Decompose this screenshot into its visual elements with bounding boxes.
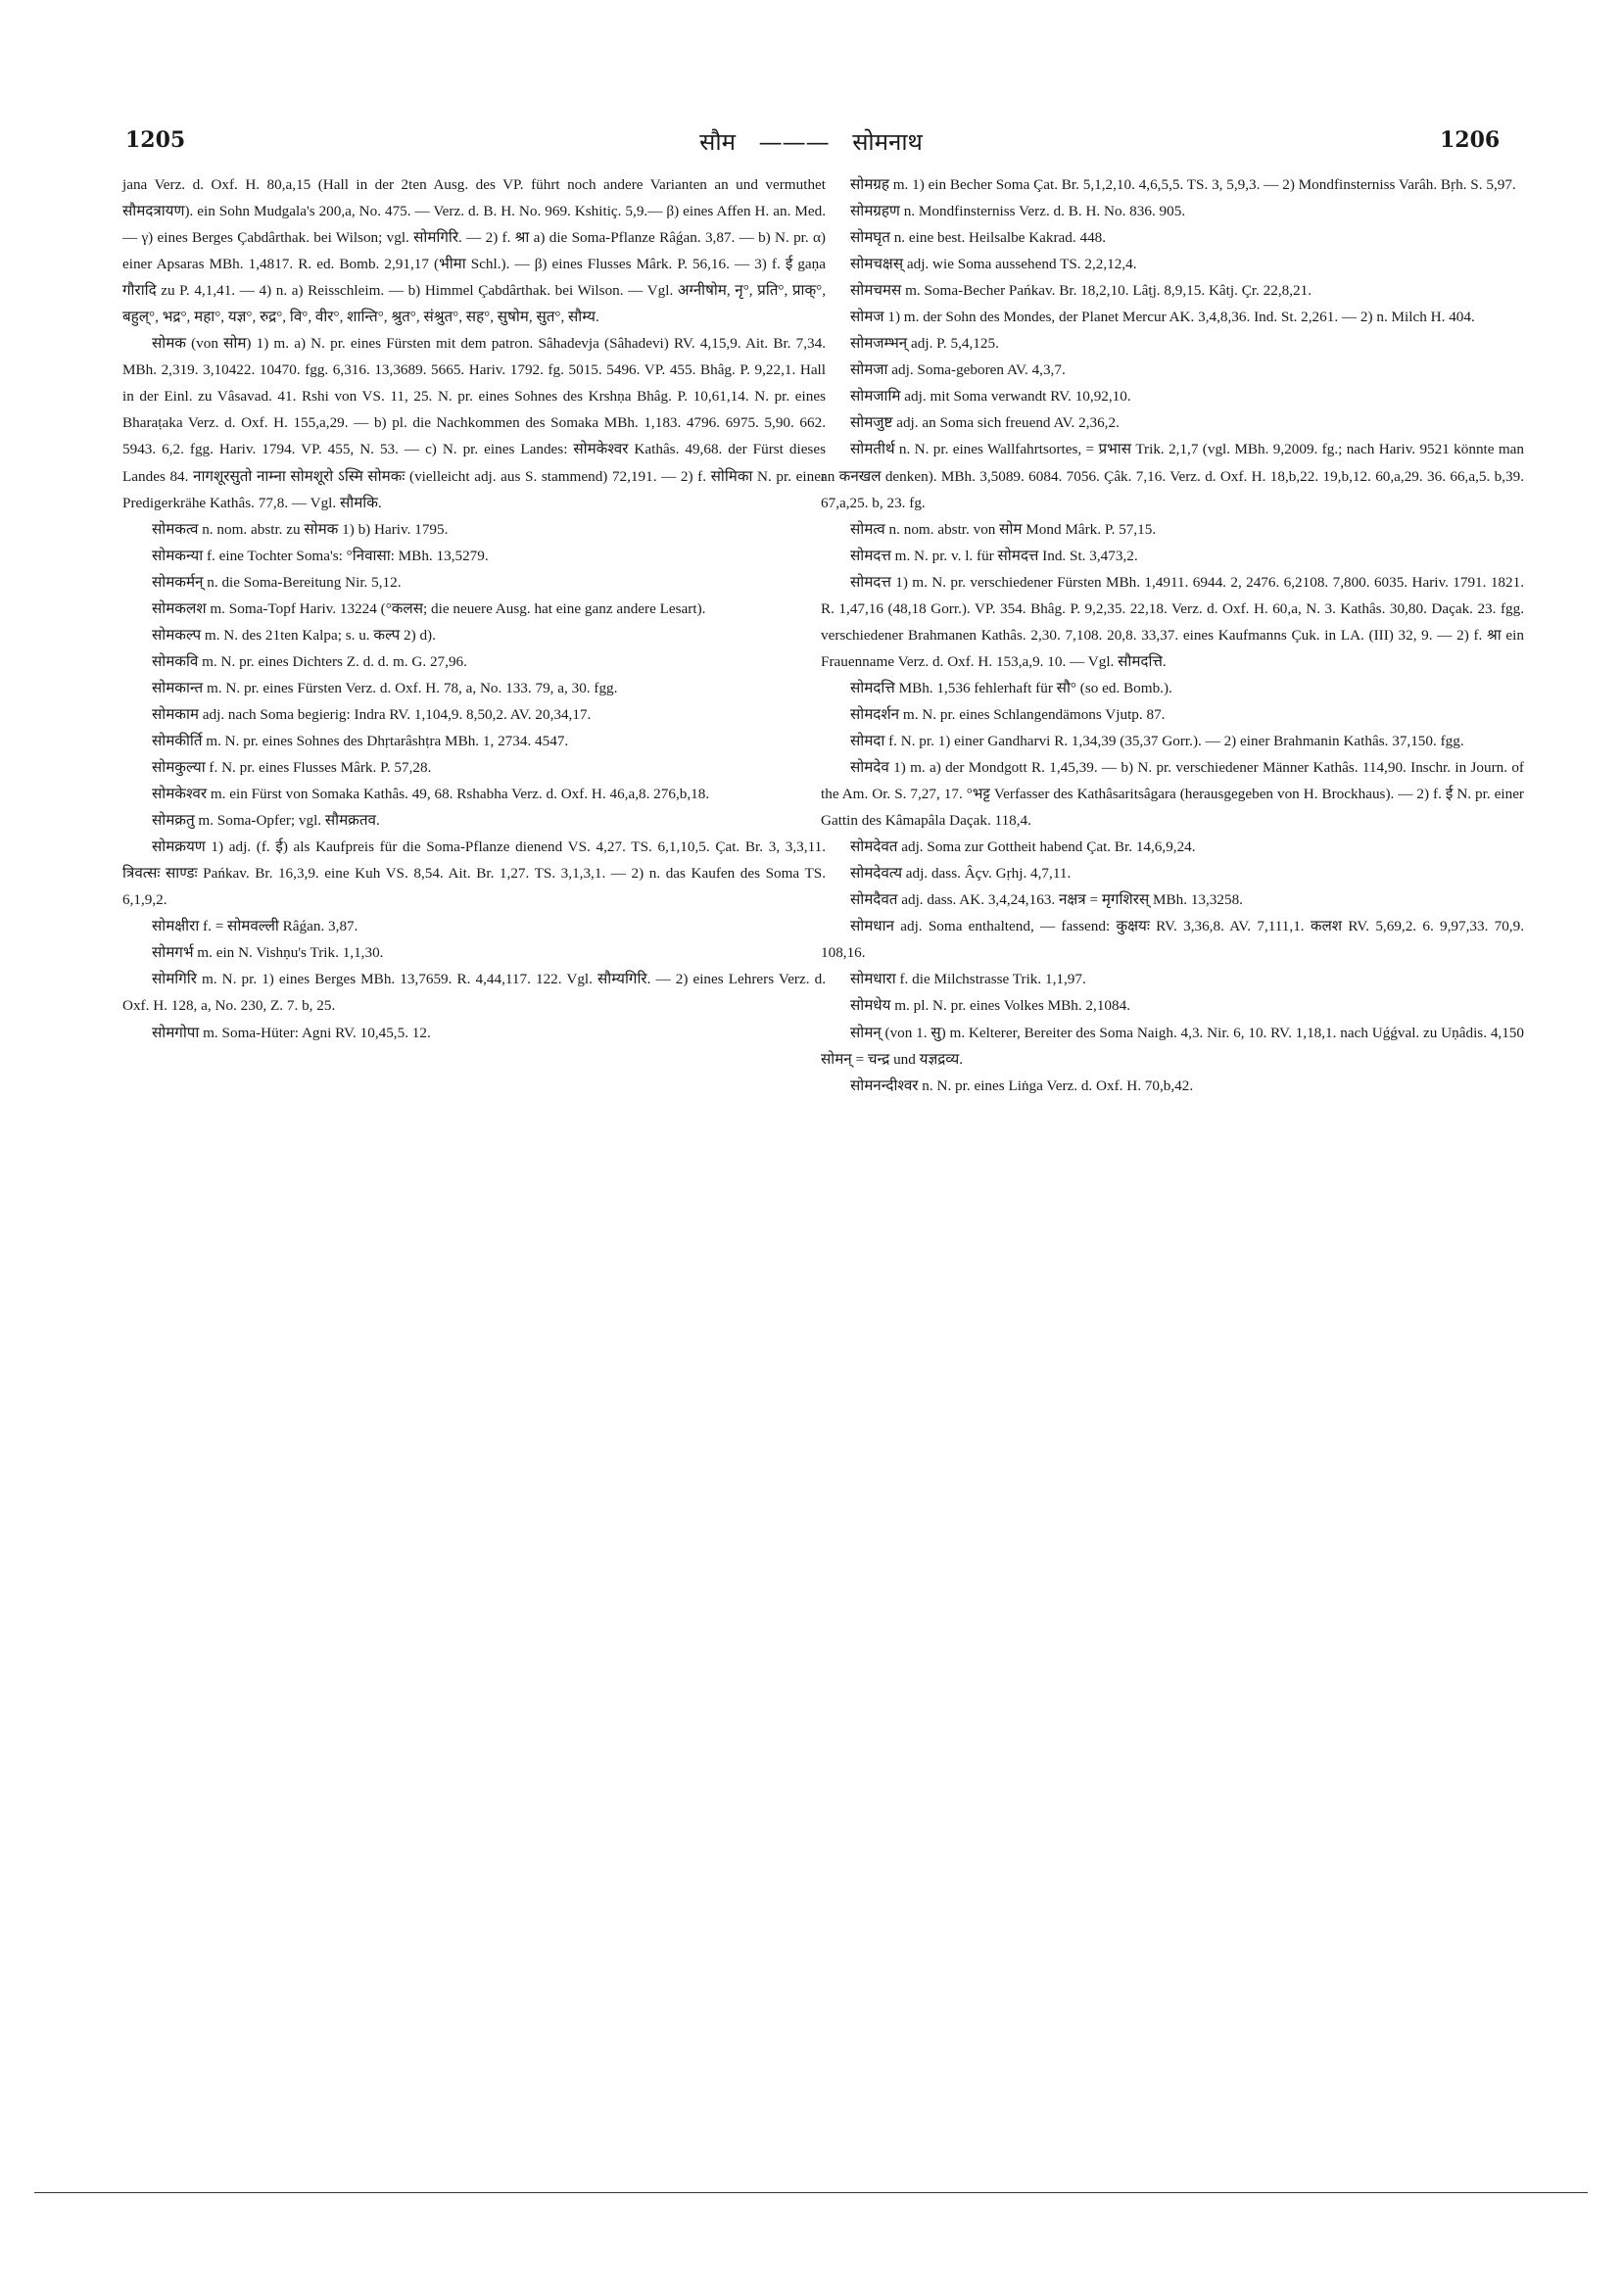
dictionary-entry: सोमनन्दीश्वर n. N. pr. eines Liṅga Verz. d. Oxf. H. 70,b,42. [850, 1076, 1194, 1094]
dictionary-entry: सोमकत्व n. nom. abstr. zu सोमक 1) b) Hariv. 1795. [152, 520, 449, 538]
dictionary-entry: सोमदेव 1) m. a) der Mondgott R. 1,45,39. — b) N. pr. verschiedener Männer Kathâs. 114,90. Inschr. in Journ. of the Am. Or. S. 7,27, 17. °भट्ट Verfasser des Kathâsaritsâgara (herausgegeben von H. Brockhaus). — 2) f. ई N. pr. einer Gattin des Kâmapâla Daçak. 118,4. [821, 759, 1524, 830]
dictionary-entry: सोमदेवत्य adj. dass. Âçv. Gṛhj. 4,7,11. [850, 865, 1072, 883]
dictionary-entry: सोमकवि m. N. pr. eines Dichters Z. d. d. m. G. 27,96. [152, 652, 467, 670]
dictionary-entry: सोमग्रह m. 1) ein Becher Soma Çat. Br. 5,1,2,10. 4,6,5,5. TS. 3, 5,9,3. — 2) Mondfinsterniss Varâh. Bṛh. S. 5,97. [850, 176, 1516, 193]
dictionary-entry: सोमक (von सोम) 1) m. a) N. pr. eines Fürsten mit dem patron. Sâhadevja (Sâhadevi) RV. 4,15,9. Ait. Br. 7,34. MBh. 2,319. 3,10422. 10470. fgg. 6,316. 13,3689. 5665. Hariv. 1792. fg. 5015. 5496. VP. 455. Bhâg. P. 9,22,1. Hall in der Einl. zu Vâsavad. 41. Rshi von VS. 11, 25. N. pr. eines Sohnes des Krshṇa Bhâg. P. 10,61,14. N. pr. eines Bharaṭaka Verz. d. Oxf. H. 155,a,29. — b) pl. die Nachkommen des Somaka MBh. 1,183. 4796. 6975. 5,90. 662. 5943. 6,2. fgg. Hariv. 1794. VP. 455, N. 53. — c) N. pr. eines Landes: सोमकेश्वर Kathâs. 49,68. der Fürst dieses Landes 84. नागशूरसुतो नाम्ना सोमशूरो ऽस्मि सोमकः (vielleicht adj. aus S. stammend) 72,191. — 2) f. सोमिका N. pr. einer Predigerkrähe Kathâs. 77,8. — Vgl. सौमकि. [122, 335, 826, 511]
page-number-right: 1206 [1440, 127, 1501, 153]
dictionary-entry: सोमकाम adj. nach Soma begierig: Indra RV. 1,104,9. 8,50,2. AV. 20,34,17. [152, 705, 592, 723]
dictionary-entry: सोमगोपा m. Soma-Hüter: Agni RV. 10,45,5. 12. [152, 1024, 431, 1041]
dictionary-entry: सोमजुष्ट adj. an Soma sich freuend AV. 2,36,2. [850, 414, 1120, 432]
left-column [122, 171, 826, 1046]
dictionary-entry: सोमधेय m. pl. N. pr. eines Volkes MBh. 2,1084. [850, 997, 1130, 1015]
dictionary-entry: सोमत्व n. nom. abstr. von सोम Mond Mârk. P. 57,15. [850, 520, 1157, 538]
dictionary-entry: सोमकन्या f. eine Tochter Soma's: °निवासा: MBh. 13,5279. [152, 547, 489, 564]
dictionary-entry: सोमन् (von 1. सु) m. Kelterer, Bereiter des Soma Naigh. 4,3. Nir. 6, 10. RV. 1,18,1. nach Uǵǵval. zu Uṇâdis. 4,150 सोमन् = चन्द्र und यज्ञद्रव्य. [821, 1024, 1524, 1068]
dictionary-entry: सोमक्रतु m. Soma-Opfer; vgl. सौमक्रतव. [152, 812, 380, 830]
dictionary-entry: सोमदेवत adj. Soma zur Gottheit habend Çat. Br. 14,6,9,24. [850, 838, 1196, 856]
dictionary-entry: सोमजम्भन् adj. P. 5,4,125. [850, 335, 999, 353]
right-column [821, 171, 1524, 1099]
dictionary-entry: jana Verz. d. Oxf. H. 80,a,15 (Hall in der 2ten Ausg. des VP. führt noch andere Varianten an und vermuthet सौमदत्रायण). ein Sohn Mudgala's 200,a, No. 475. — Verz. d. B. H. No. 969. Kshitiç. 5,9.— β) eines Affen H. an. Med. — γ) eines Berges Çabdârthak. bei Wilson; vgl. सोमगिरि. — 2) f. श्रा a) die Soma-Pflanze Râǵan. 3,87. — b) N. pr. α) einer Apsaras MBh. 1,4817. R. ed. Bomb. 2,91,17 (भीमा Schl.). — β) eines Flusses Mârk. P. 56,16. — 3) f. ई gaṇa गौरादि zu P. 4,1,41. — 4) n. a) Reisschleim. — b) Himmel Çabdârthak. bei Wilson. — Vgl. अग्नीषोम, नृ°, प्रति°, प्राक्°, बहुल्°, भद्र°, महा°, यज्ञ°, रुद्र°, वि°, वीर°, शान्ति°, श्रुत°, संश्रुत°, सह°, सुषोम, सुत°, सौम्य. [122, 176, 826, 326]
dictionary-entry: सोमदैवत adj. dass. AK. 3,4,24,163. नक्षत्र = मृगशिरस् MBh. 13,3258. [850, 891, 1243, 909]
dictionary-entry: सोमधारा f. die Milchstrasse Trik. 1,1,97. [850, 971, 1086, 988]
dictionary-entry: सोमकल्प m. N. des 21ten Kalpa; s. u. कल्प 2) d). [152, 626, 436, 644]
dictionary-entry: सोमक्रयण 1) adj. (f. ई) als Kaufpreis für die Soma-Pflanze dienend VS. 4,27. TS. 6,1,10,5. Çat. Br. 3, 3,3,11. त्रिवत्सः साण्डः Pańkav. Br. 16,3,9. eine Kuh VS. 8,54. Ait. Br. 1,27. TS. 3,1,3,1. — 2) n. das Kaufen des Soma TS. 6,1,9,2. [122, 838, 826, 909]
running-head-first: सौम [699, 128, 736, 156]
running-head-dash: ——— [758, 128, 830, 156]
page-number-left: 1205 [125, 127, 186, 153]
dictionary-entry: सोमजा adj. Soma-geboren AV. 4,3,7. [850, 361, 1066, 379]
dictionary-entry: सोमकान्त m. N. pr. eines Fürsten Verz. d. Oxf. H. 78, a, No. 133. 79, a, 30. fgg. [152, 679, 618, 696]
dictionary-entry: सोमकर्मन् n. die Soma-Bereitung Nir. 5,12. [152, 573, 402, 591]
dictionary-entry: सोमगिरि m. N. pr. 1) eines Berges MBh. 13,7659. R. 4,44,117. 122. Vgl. सौम्यगिरि. — 2) eines Lehrers Verz. d. Oxf. H. 128, a, No. 230, Z. 7. b, 25. [122, 971, 826, 1015]
dictionary-entry: सोमदत्त 1) m. N. pr. verschiedener Fürsten MBh. 1,4911. 6944. 2, 2476. 6,2108. 7,800. 6035. Hariv. 1791. 1821. R. 1,47,16 (48,18 Gorr.). VP. 354. Bhâg. P. 9,2,35. 22,18. Verz. d. Oxf. H. 60,a, N. 3. Kathâs. 30,80. Daçak. 23. fgg. verschiedener Brahmanen Kathâs. 2,30. 7,108. 20,8. 33,37. eines Kaufmanns Çuk. in LA. (III) 32, 9. — 2) f. श्रा ein Frauenname Verz. d. Oxf. H. 153,a,9. 10. — Vgl. सौमदत्ति. [821, 573, 1524, 670]
footer-rule [34, 2192, 1588, 2193]
dictionary-entry: सोमधान adj. Soma enthaltend, — fassend: कुक्षयः RV. 3,36,8. AV. 7,111,1. कलश RV. 5,69,2. 6. 9,97,33. 70,9. 108,16. [821, 918, 1524, 962]
dictionary-entry: सोमकुल्या f. N. pr. eines Flusses Mârk. P. 57,28. [152, 759, 432, 777]
dictionary-entry: सोमतीर्थ n. N. pr. eines Wallfahrtsortes, = प्रभास Trik. 2,1,7 (vgl. MBh. 9,2009. fg.; nach Hariv. 9521 könnte man an कनखल denken). MBh. 3,5089. 6084. 7056. Çâk. 7,16. Verz. d. Oxf. H. 18,b,22. 19,b,12. 60,a,29. 36. 66,a,5. b,39. 67,a,25. b, 23. fg. [821, 441, 1524, 511]
dictionary-entry: सोमचक्षस् adj. wie Soma aussehend TS. 2,2,12,4. [850, 256, 1137, 273]
dictionary-entry: सोमकलश m. Soma-Topf Hariv. 13224 (°कलस; die neuere Ausg. hat eine ganz andere Lesart). [152, 599, 706, 617]
dictionary-entry: सोमघृत n. eine best. Heilsalbe Kakrad. 448. [850, 229, 1107, 247]
dictionary-entry: सोमकेश्वर m. ein Fürst von Somaka Kathâs. 49, 68. Rshabha Verz. d. Oxf. H. 46,a,8. 276,b,18. [152, 786, 710, 803]
dictionary-entry: सोमदत्ति MBh. 1,536 fehlerhaft für सौ° (so ed. Bomb.). [850, 679, 1172, 696]
dictionary-entry: सोमग्रहण n. Mondfinsterniss Verz. d. B. H. No. 836. 905. [850, 203, 1186, 220]
running-head-last: सोमनाथ [852, 128, 923, 156]
dictionary-entry: सोमज 1) m. der Sohn des Mondes, der Planet Mercur AK. 3,4,8,36. Ind. St. 2,261. — 2) n. Milch H. 404. [850, 309, 1475, 326]
dictionary-entry: सोमक्षीरा f. = सोमवल्ली Râǵan. 3,87. [152, 918, 358, 935]
dictionary-entry: सोमकीर्ति m. N. pr. eines Sohnes des Dhṛtarâshṭra MBh. 1, 2734. 4547. [152, 732, 569, 749]
dictionary-entry: सोमदत्त m. N. pr. v. l. für सोमदत्त Ind. St. 3,473,2. [850, 547, 1138, 564]
running-head [0, 125, 1622, 158]
dictionary-entry: सोमगर्भ m. ein N. Vishṇu's Trik. 1,1,30. [152, 944, 384, 962]
dictionary-entry: सोमजामि adj. mit Soma verwandt RV. 10,92,10. [850, 388, 1131, 406]
dictionary-entry: सोमचमस m. Soma-Becher Pańkav. Br. 18,2,10. Lâṭj. 8,9,15. Kâtj. Çr. 22,8,21. [850, 282, 1312, 300]
dictionary-entry: सोमदर्शन m. N. pr. eines Schlangendämons Vjutp. 87. [850, 705, 1166, 723]
dictionary-entry: सोमदा f. N. pr. 1) einer Gandharvi R. 1,34,39 (35,37 Gorr.). — 2) einer Brahmanin Kathâs. 37,150. fgg. [850, 732, 1464, 749]
